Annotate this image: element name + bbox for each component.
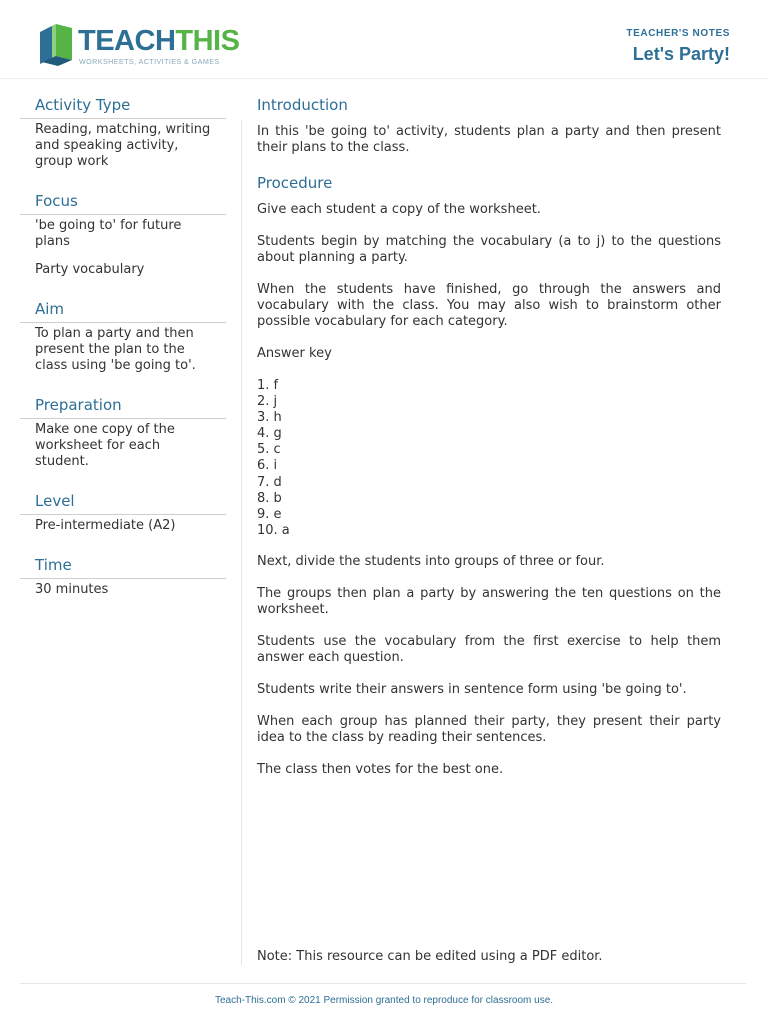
focus-section (20, 188, 226, 278)
procedure-step: When each group has planned their party, they present their party idea to the class by reading their sentences. (257, 713, 721, 745)
level-heading: Level (20, 488, 226, 515)
logo-wordmark (78, 24, 239, 58)
preparation-section (20, 392, 226, 470)
procedure-step: Students use the vocabulary from the first exercise to help them answer each question. (257, 633, 721, 665)
main-content (257, 94, 721, 794)
preparation-text: Make one copy of the worksheet for each student. (35, 422, 175, 469)
focus-heading: Focus (20, 188, 226, 215)
procedure-step: Give each student a copy of the worksheet. (257, 202, 541, 217)
answer-key-list (257, 378, 721, 539)
answer-key-item: 5. c (257, 442, 281, 458)
aim-heading: Aim (20, 296, 226, 323)
book-logo-icon (36, 22, 76, 68)
procedure-step: The class then votes for the best one. (257, 761, 504, 777)
notes-label: TEACHER'S NOTES (626, 28, 730, 39)
level-section (20, 488, 226, 534)
answer-key-item: 4. g (257, 426, 282, 442)
logo-word-teach: TEACH (78, 25, 176, 57)
logo-word-this: THIS (175, 25, 240, 57)
aim-section (20, 296, 226, 374)
procedure-step: Students write their answers in sentence form using 'be going to'. (257, 681, 687, 697)
answer-key-item: 6. i (257, 458, 278, 474)
procedure-heading: Procedure (257, 174, 333, 192)
column-divider (241, 120, 242, 965)
page-title: Let's Party! (632, 44, 730, 64)
answer-key-item: 2. j (257, 394, 278, 410)
activity-type-heading: Activity Type (20, 92, 226, 119)
answer-key-label: Answer key (257, 346, 332, 361)
activity-type-section (20, 92, 226, 170)
level-text: Pre-intermediate (A2) (35, 518, 176, 533)
introduction-heading: Introduction (257, 96, 348, 114)
time-heading: Time (20, 552, 226, 579)
answer-key-item: 7. d (257, 474, 282, 490)
answer-key-item: 9. e (257, 506, 282, 522)
footer-divider (20, 983, 746, 984)
procedure-step: Next, divide the students into groups of three or four. (257, 553, 605, 569)
editing-note: Note: This resource can be edited using a PDF editor. (257, 949, 603, 964)
activity-type-text: Reading, matching, writing and speaking activity, group work (35, 122, 211, 169)
teach-this-logo[interactable] (36, 22, 240, 68)
answer-key-item: 3. h (257, 410, 282, 426)
focus-item: Party vocabulary (35, 262, 145, 277)
focus-item: 'be going to' for future plans (35, 218, 182, 249)
introduction-text: In this 'be going to' activity, students plan a party and then present their plans to the class. (257, 124, 721, 155)
aim-text: To plan a party and then present the plan to the class using 'be going to'. (35, 326, 196, 373)
answer-key-item: 8. b (257, 490, 282, 506)
sidebar (20, 92, 226, 616)
answer-key-item: 10. a (257, 522, 290, 538)
page-header (0, 0, 768, 79)
time-section (20, 552, 226, 598)
footer-copyright[interactable]: Teach-This.com © 2021 Permission granted to reproduce for classroom use. (214, 995, 554, 1006)
procedure-step: When the students have finished, go through the answers and vocabulary with the class. You may also wish to brainstorm other possible vocabulary for each category. (257, 282, 721, 329)
preparation-heading: Preparation (20, 392, 226, 419)
procedure-step: The groups then plan a party by answering the ten questions on the worksheet. (257, 585, 721, 617)
time-text: 30 minutes (35, 582, 109, 597)
logo-tagline: WORKSHEETS, ACTIVITIES & GAMES (79, 57, 220, 66)
answer-key-item: 1. f (257, 378, 279, 393)
procedure-step: Students begin by matching the vocabulary (a to j) to the questions about planning a party. (257, 234, 721, 265)
